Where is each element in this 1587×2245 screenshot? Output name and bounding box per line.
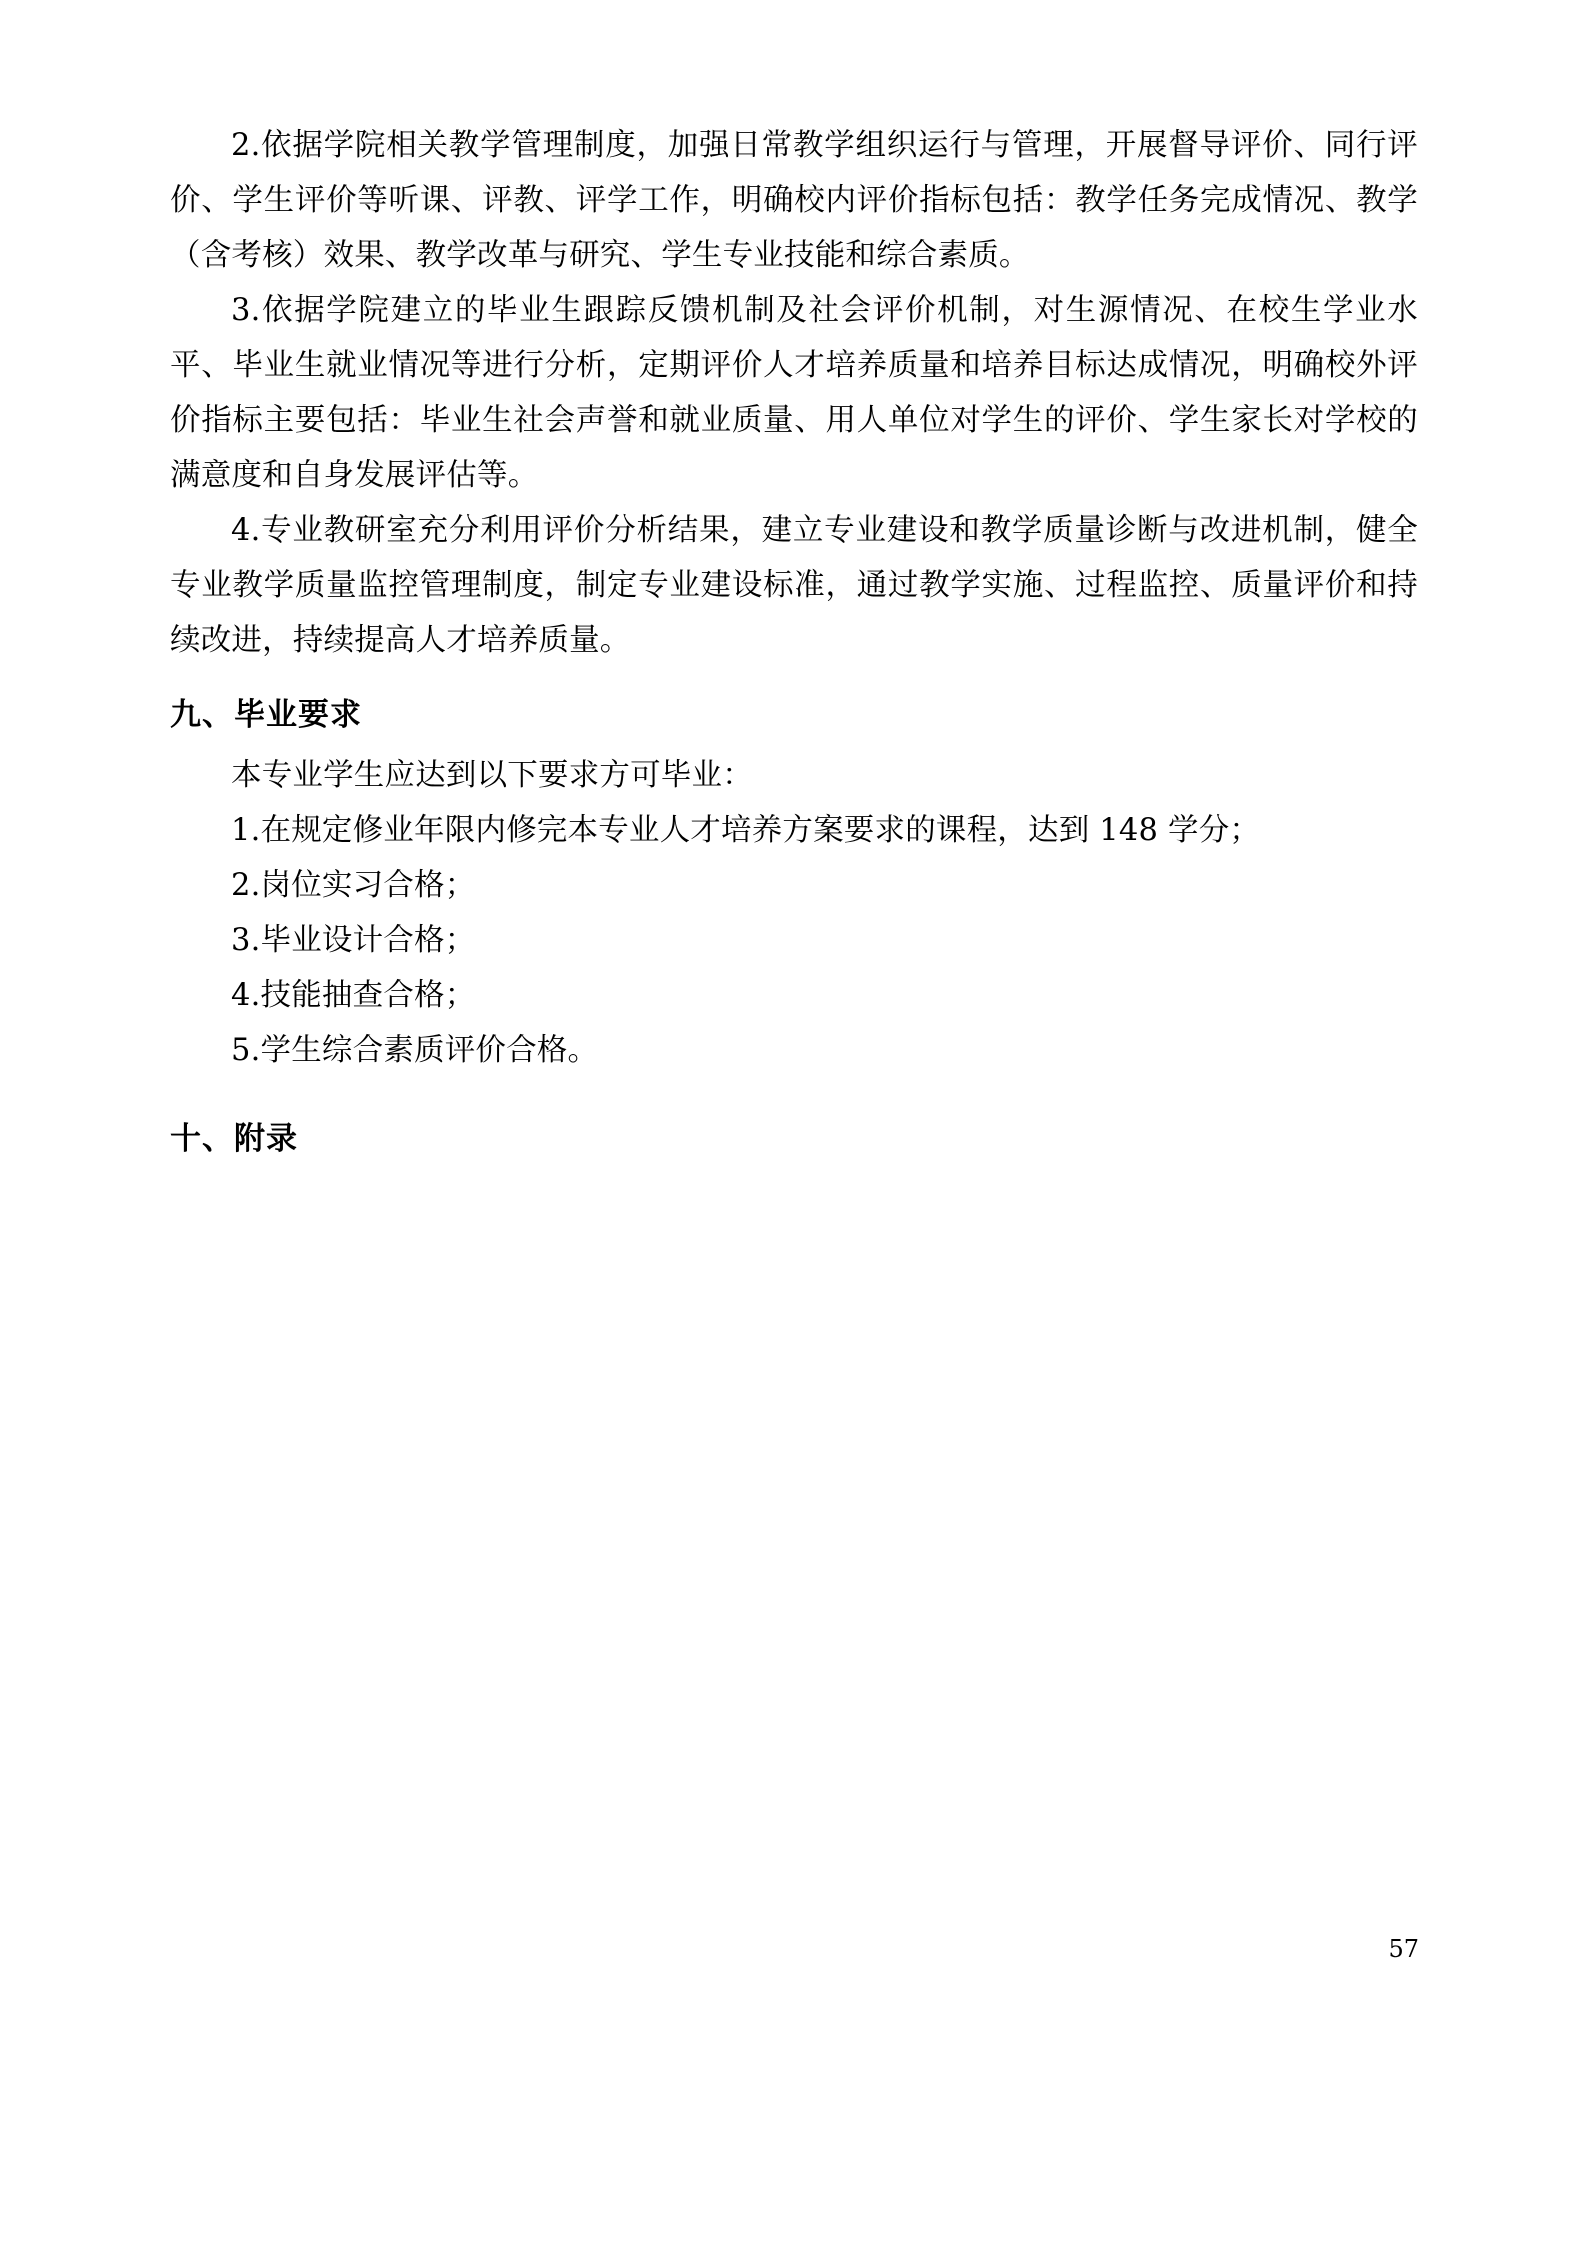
spacer [170, 1078, 1418, 1116]
section-nine-intro: 本专业学生应达到以下要求方可毕业： [231, 758, 753, 793]
paragraph-item-3: 3.依据学院建立的毕业生跟踪反馈机制及社会评价机制，对生源情况、在校生学业水平、毕业生就业情况等进行分析，定期评价人才培养质量和培养目标达成情况，明确校外评价指标主要包括：毕业生社会声誉和就业质量、用人单位对学生的评价、学生家长对学校的满意度和自身发展评估等。 [170, 293, 1418, 493]
requirement-item: 4.技能抽查合格； [231, 978, 476, 1013]
paragraph-item-4: 4.专业教研室充分利用评价分析结果，建立专业建设和教学质量诊断与改进机制，健全专业教学质量监控管理制度，制定专业建设标准，通过教学实施、过程监控、质量评价和持续改进，持续提高人才培养质量。 [170, 513, 1418, 658]
page-number: 57 [1388, 1935, 1419, 1963]
requirement-item: 2.岗位实习合格； [231, 868, 476, 903]
requirement-item: 1.在规定修业年限内修完本专业人才培养方案要求的课程，达到 148 学分； [231, 813, 1261, 848]
requirement-item: 5.学生综合素质评价合格。 [231, 1033, 599, 1068]
page-content [170, 118, 1418, 1162]
spacer [170, 668, 1418, 692]
heading-section-ten: 十、附录 [170, 1121, 298, 1157]
paragraph-item-2: 2.依据学院相关教学管理制度，加强日常教学组织运行与管理，开展督导评价、同行评价、学生评价等听课、评教、评学工作，明确校内评价指标包括：教学任务完成情况、教学（含考核）效果、教学改革与研究、学生专业技能和综合素质。 [170, 128, 1418, 273]
heading-section-nine: 九、毕业要求 [170, 697, 362, 733]
requirement-item: 3.毕业设计合格； [231, 923, 476, 958]
spacer [170, 738, 1418, 748]
